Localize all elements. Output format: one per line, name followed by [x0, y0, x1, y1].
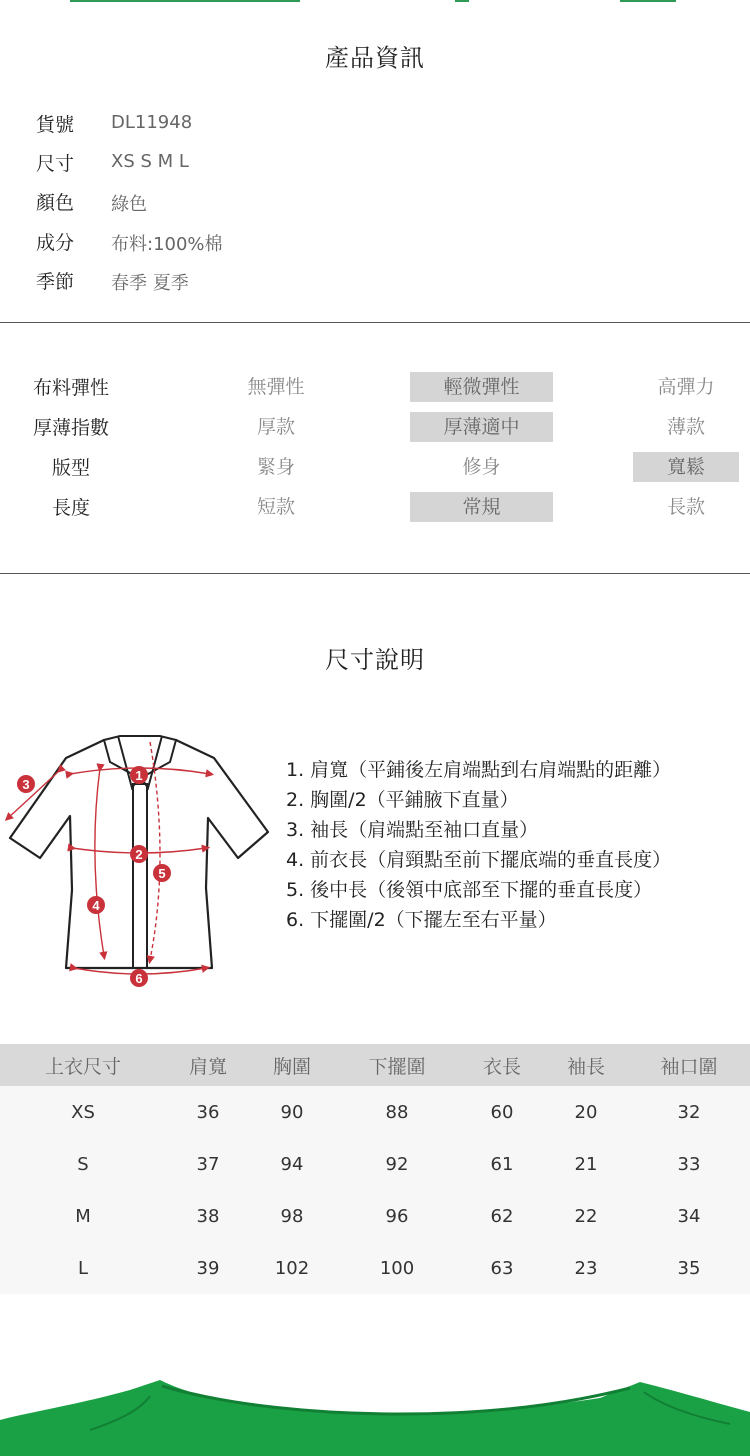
table-cell: 39 [166, 1242, 250, 1294]
attr-option: 緊身 [256, 456, 295, 478]
attr-option: 長款 [666, 496, 705, 518]
table-cell: XS [0, 1086, 166, 1138]
table-header: 胸圍 [250, 1044, 334, 1086]
info-value: DL11948 [111, 112, 193, 133]
table-header: 衣長 [460, 1044, 544, 1086]
attr-option: 短款 [256, 496, 295, 518]
table-cell: 34 [628, 1190, 750, 1242]
info-key: 貨號 [36, 114, 75, 136]
table-cell: L [0, 1242, 166, 1294]
table-cell: 98 [250, 1190, 334, 1242]
attr-option: 厚款 [256, 416, 295, 438]
table-cell: S [0, 1138, 166, 1190]
legend-item: 4. 前衣長（肩頸點至前下擺底端的垂直長度） [286, 849, 672, 871]
info-value: 春季 夏季 [111, 273, 189, 294]
table-row [0, 1242, 750, 1294]
marker-1: 1 [135, 768, 143, 783]
marker-5: 5 [158, 866, 166, 881]
table-cell: 90 [250, 1086, 334, 1138]
attr-option: 高彈力 [657, 376, 715, 398]
legend-item: 5. 後中長（後領中底部至下擺的垂直長度） [286, 879, 653, 901]
table-cell: 35 [628, 1242, 750, 1294]
marker-4: 4 [92, 898, 100, 913]
legend-item: 1. 肩寬（平鋪後左肩端點到右肩端點的距離） [286, 759, 672, 781]
table-cell: 102 [250, 1242, 334, 1294]
attr-option: 修身 [462, 456, 501, 478]
table-cell: 62 [460, 1190, 544, 1242]
table-cell: 36 [166, 1086, 250, 1138]
table-cell: 88 [334, 1086, 460, 1138]
table-cell: M [0, 1190, 166, 1242]
attr-option-selected: 厚薄適中 [410, 412, 553, 442]
measurement-legend [286, 755, 671, 935]
product-info-title: 產品資訊 [325, 44, 425, 72]
table-header: 袖口圍 [628, 1044, 750, 1086]
table-cell: 92 [334, 1138, 460, 1190]
size-table [0, 1044, 750, 1294]
info-value: XS S M L [111, 151, 189, 172]
table-row [0, 1138, 750, 1190]
attr-label-fit: 版型 [51, 457, 90, 479]
product-photo-green-shirt [0, 1300, 750, 1456]
marker-6: 6 [135, 971, 143, 986]
table-header-row [0, 1044, 750, 1086]
table-row [0, 1086, 750, 1138]
attr-option-selected: 常規 [410, 492, 553, 522]
table-header: 上衣尺寸 [0, 1044, 166, 1086]
marker-3: 3 [22, 777, 30, 792]
table-cell: 23 [544, 1242, 628, 1294]
table-cell: 20 [544, 1086, 628, 1138]
info-key: 成分 [36, 232, 75, 254]
table-cell: 100 [334, 1242, 460, 1294]
attr-option-selected: 輕微彈性 [410, 372, 553, 402]
attr-option: 薄款 [666, 416, 705, 438]
legend-item: 2. 胸圍/2（平鋪腋下直量） [286, 789, 519, 811]
attr-label-elasticity: 布料彈性 [32, 377, 109, 399]
top-product-image-strip [0, 0, 750, 6]
table-header: 下擺圍 [334, 1044, 460, 1086]
table-cell: 21 [544, 1138, 628, 1190]
table-cell: 61 [460, 1138, 544, 1190]
table-cell: 32 [628, 1086, 750, 1138]
attr-label-length: 長度 [51, 497, 90, 519]
table-cell: 63 [460, 1242, 544, 1294]
table-cell: 22 [544, 1190, 628, 1242]
info-key: 季節 [36, 271, 75, 293]
attr-option: 無彈性 [247, 376, 305, 398]
table-row [0, 1190, 750, 1242]
shirt-measurement-diagram [0, 718, 280, 988]
table-cell: 96 [334, 1190, 460, 1242]
table-cell: 94 [250, 1138, 334, 1190]
table-header: 肩寬 [166, 1044, 250, 1086]
table-cell: 60 [460, 1086, 544, 1138]
table-cell: 38 [166, 1190, 250, 1242]
size-guide-title: 尺寸說明 [325, 646, 425, 674]
info-key: 尺寸 [36, 153, 75, 175]
info-key: 顏色 [36, 192, 75, 214]
table-header: 袖長 [544, 1044, 628, 1086]
table-cell: 37 [166, 1138, 250, 1190]
attr-option-selected: 寬鬆 [633, 452, 739, 482]
info-value: 綠色 [111, 194, 147, 215]
legend-item: 6. 下擺圍/2（下擺左至右平量） [286, 909, 557, 931]
attr-label-thickness: 厚薄指數 [32, 417, 109, 439]
legend-item: 3. 袖長（肩端點至袖口直量） [286, 819, 539, 841]
section-divider [0, 322, 750, 323]
section-divider [0, 573, 750, 574]
marker-2: 2 [135, 847, 143, 862]
table-cell: 33 [628, 1138, 750, 1190]
info-value: 布料:100%棉 [111, 234, 223, 255]
